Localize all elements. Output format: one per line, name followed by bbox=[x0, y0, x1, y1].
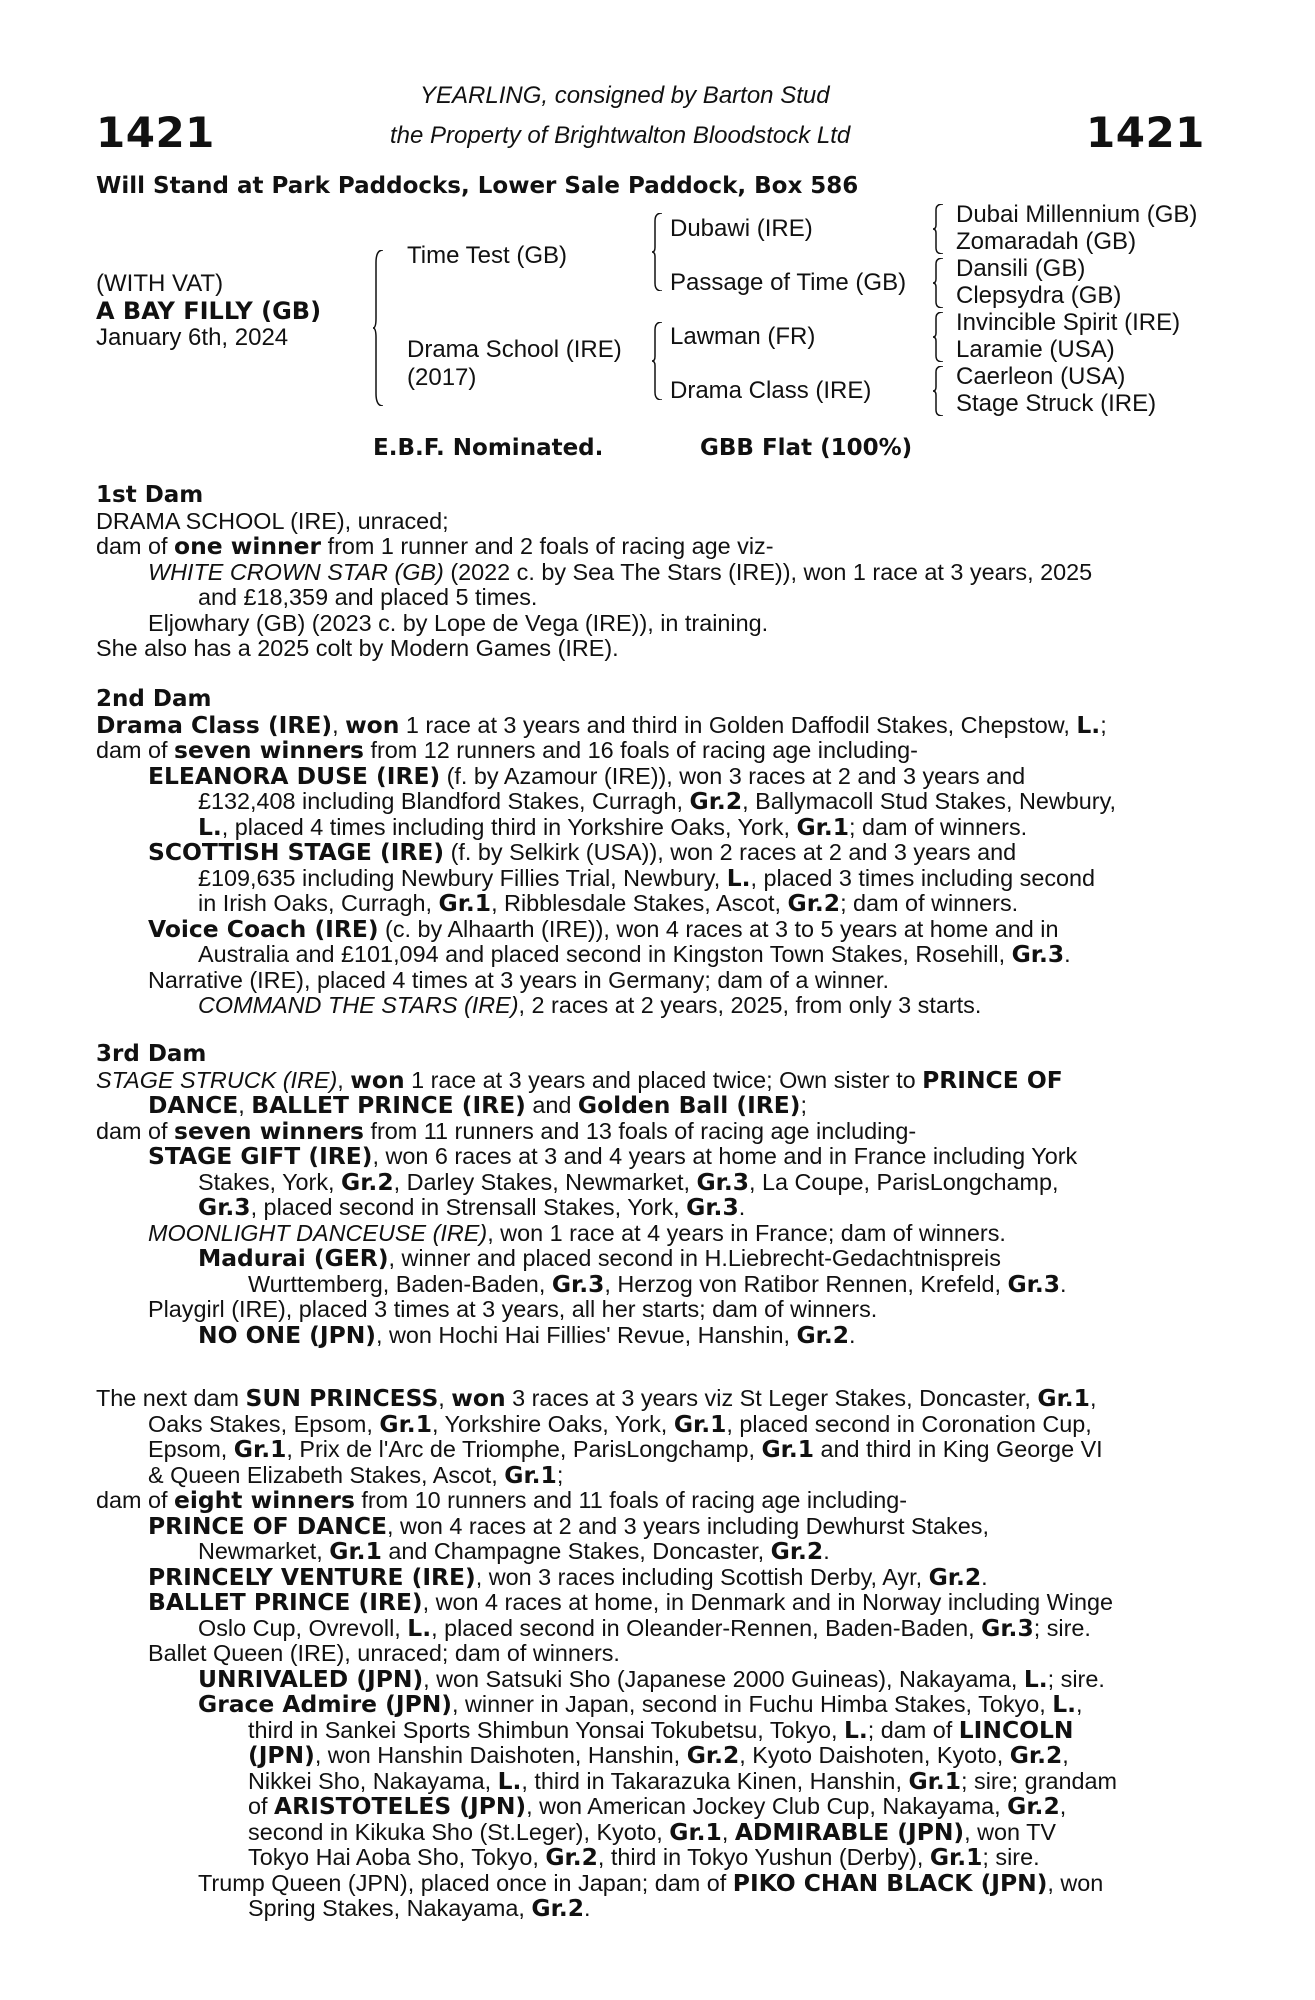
pedigree-dam-dam: Drama Class (IRE) bbox=[670, 377, 872, 404]
pedigree-g2: Zomaradah (GB) bbox=[956, 228, 1137, 255]
dam-produce-summary: dam of seven winners from 11 runners and 13 foals of racing age including- bbox=[96, 1116, 917, 1145]
pedigree-brace-g1 bbox=[933, 204, 944, 254]
pedigree-sire-dam: Passage of Time (GB) bbox=[670, 269, 907, 296]
pedigree-g8: Stage Struck (IRE) bbox=[956, 390, 1157, 417]
pedigree-g4: Clepsydra (GB) bbox=[956, 282, 1122, 309]
dam-produce-summary: dam of eight winners from 10 runners and 11 foals of racing age including- bbox=[96, 1486, 908, 1514]
pedigree-g1: Dubai Millennium (GB) bbox=[956, 201, 1198, 228]
dam-produce-summary: dam of seven winners from 12 runners and 16 foals of racing age including- bbox=[96, 736, 918, 764]
grandproduce-entry-cont: (JPN), won Hanshin Daishoten, Hanshin, Gr.2, Kyoto Daishoten, Kyoto, Gr.2, bbox=[248, 1741, 1069, 1769]
grandproduce-entry: NO ONE (JPN), won Hochi Hai Fillies' Revue, Hanshin, Gr.2. bbox=[198, 1320, 856, 1349]
produce-entry-cont: £109,635 including Newbury Fillies Trial, Newbury, L., placed 3 times including second bbox=[198, 863, 1096, 892]
produce-entry: Playgirl (IRE), placed 3 times at 3 years, all her starts; dam of winners. bbox=[148, 1296, 878, 1322]
produce-entry-cont: Stakes, York, Gr.2, Darley Stakes, Newmarket, Gr.3, La Coupe, ParisLongchamp, bbox=[198, 1167, 1059, 1196]
dam-note: She also has a 2025 colt by Modern Games (IRE). bbox=[96, 635, 619, 661]
grandproduce-entry-cont: second in Kikuka Sho (St.Leger), Kyoto, Gr.1, ADMIRABLE (JPN), won TV bbox=[248, 1817, 1056, 1846]
lot-number-left: 1421 bbox=[96, 108, 215, 157]
next-dam-section bbox=[96, 1386, 1201, 1922]
pedigree-brace-main bbox=[373, 250, 384, 406]
produce-entry: SCOTTISH STAGE (IRE) (f. by Selkirk (USA)), won 2 races at 2 and 3 years and bbox=[148, 838, 1017, 866]
pedigree-g6: Laramie (USA) bbox=[956, 336, 1115, 363]
dam-line-cont: Oaks Stakes, Epsom, Gr.1, Yorkshire Oaks, York, Gr.1, placed second in Coronation Cup, bbox=[148, 1409, 1092, 1438]
lot-number-right: 1421 bbox=[1086, 108, 1205, 157]
dam-line-cont: DANCE, BALLET PRINCE (IRE) and Golden Ball (IRE); bbox=[148, 1091, 807, 1119]
produce-entry-cont: £132,408 including Blandford Stakes, Curragh, Gr.2, Ballymacoll Stud Stakes, Newbury, bbox=[198, 787, 1117, 815]
produce-entry-cont: and £18,359 and placed 5 times. bbox=[198, 584, 538, 610]
property-line: the Property of Brightwalton Bloodstock Ltd bbox=[390, 122, 851, 149]
dam-line-cont: Epsom, Gr.1, Prix de l'Arc de Triomphe, ParisLongchamp, Gr.1 and third in King George VI bbox=[148, 1435, 1103, 1463]
pedigree-g7: Caerleon (USA) bbox=[956, 363, 1126, 390]
pedigree-brace-g2 bbox=[933, 258, 944, 308]
produce-entry: Eljowhary (GB) (2023 c. by Lope de Vega (IRE)), in training. bbox=[148, 609, 769, 636]
grandproduce-entry-cont: Spring Stakes, Nakayama, Gr.2. bbox=[248, 1894, 591, 1922]
dam-produce-summary: dam of one winner from 1 runner and 2 foals of racing age viz- bbox=[96, 532, 774, 560]
dam-line: The next dam SUN PRINCESS, won 3 races at 3 years viz St Leger Stakes, Doncaster, Gr.1, bbox=[96, 1384, 1097, 1412]
produce-entry-cont: Gr.3, placed second in Strensall Stakes, York, Gr.3. bbox=[198, 1193, 746, 1221]
vat-note: (WITH VAT) bbox=[96, 270, 224, 297]
section-title: 3rd Dam bbox=[96, 1041, 207, 1067]
pedigree-brace-g3 bbox=[933, 312, 944, 362]
pedigree-sire: Time Test (GB) bbox=[407, 242, 568, 269]
pedigree-g5: Invincible Spirit (IRE) bbox=[956, 309, 1181, 336]
pedigree-dam-year: (2017) bbox=[407, 364, 477, 391]
produce-entry: PRINCELY VENTURE (IRE), won 3 races including Scottish Derby, Ayr, Gr.2. bbox=[148, 1562, 988, 1591]
pedigree-sire-sire: Dubawi (IRE) bbox=[670, 215, 813, 242]
pedigree-dam-sire: Lawman (FR) bbox=[670, 323, 816, 350]
gbb-flat: GBB Flat (100%) bbox=[700, 435, 913, 461]
produce-entry: Narrative (IRE), placed 4 times at 3 years in Germany; dam of a winner. bbox=[148, 966, 889, 993]
grandproduce-entry-cont: Nikkei Sho, Nakayama, L., third in Takarazuka Kinen, Hanshin, Gr.1; sire; grandam bbox=[248, 1766, 1118, 1795]
produce-entry-cont: in Irish Oaks, Curragh, Gr.1, Ribblesdale Stakes, Ascot, Gr.2; dam of winners. bbox=[198, 889, 1019, 917]
produce-entry: STAGE GIFT (IRE), won 6 races at 3 and 4 years at home and in France including York bbox=[148, 1142, 1078, 1170]
produce-entry: Ballet Queen (IRE), unraced; dam of winners. bbox=[148, 1640, 620, 1666]
dam-line-cont: & Queen Elizabeth Stakes, Ascot, Gr.1; bbox=[148, 1460, 564, 1489]
grandproduce-entry-cont: third in Sankei Sports Shimbun Yonsai Tokubetsu, Tokyo, L.; dam of LINCOLN bbox=[248, 1715, 1074, 1744]
first-dam-section bbox=[96, 483, 1201, 662]
grandproduce-entry-cont: of ARISTOTELES (JPN), won American Jockey Club Cup, Nakayama, Gr.2, bbox=[248, 1792, 1067, 1820]
ebf-nomination: E.B.F. Nominated. bbox=[373, 435, 604, 461]
grandproduce-entry-cont: Wurttemberg, Baden-Baden, Gr.3, Herzog von Ratibor Rennen, Krefeld, Gr.3. bbox=[248, 1269, 1067, 1298]
grandproduce-entry: UNRIVALED (JPN), won Satsuki Sho (Japanese 2000 Guineas), Nakayama, L.; sire. bbox=[198, 1664, 1105, 1693]
produce-entry-cont: Australia and £101,094 and placed second in Kingston Town Stakes, Rosehill, Gr.3. bbox=[198, 940, 1071, 968]
produce-entry-cont: Oslo Cup, Ovrevoll, L., placed second in Oleander-Rennen, Baden-Baden, Gr.3; sire. bbox=[198, 1613, 1091, 1642]
third-dam-section bbox=[96, 1042, 1201, 1348]
pedigree-dam: Drama School (IRE) bbox=[407, 336, 622, 363]
produce-entry: Voice Coach (IRE) (c. by Alhaarth (IRE)), won 4 races at 3 to 5 years at home and in bbox=[148, 914, 1059, 943]
section-title: 2nd Dam bbox=[96, 686, 212, 712]
dam-line: Drama Class (IRE), won 1 race at 3 years and third in Golden Daffodil Stakes, Chepstow, L.; bbox=[96, 710, 1107, 739]
grandproduce-entry-cont: Tokyo Hai Aoba Sho, Tokyo, Gr.2, third in Tokyo Yushun (Derby), Gr.1; sire. bbox=[248, 1843, 1040, 1871]
horse-dob: January 6th, 2024 bbox=[96, 324, 289, 351]
section-title: 1st Dam bbox=[96, 482, 204, 508]
produce-entry: MOONLIGHT DANCEUSE (IRE), won 1 race at 4 years in France; dam of winners. bbox=[148, 1219, 1006, 1246]
dam-line: DRAMA SCHOOL (IRE), unraced; bbox=[96, 507, 449, 534]
pedigree-brace-dam bbox=[652, 322, 663, 400]
pedigree-brace-sire bbox=[652, 213, 663, 291]
consignor-line: YEARLING, consigned by Barton Stud bbox=[420, 82, 830, 109]
stand-location: Will Stand at Park Paddocks, Lower Sale Paddock, Box 586 bbox=[96, 173, 859, 199]
dam-line: STAGE STRUCK (IRE), won 1 race at 3 years and placed twice; Own sister to PRINCE OF bbox=[96, 1065, 1063, 1094]
pedigree-g3: Dansili (GB) bbox=[956, 255, 1086, 282]
grandproduce-entry: Trump Queen (JPN), placed once in Japan; dam of PIKO CHAN BLACK (JPN), won bbox=[198, 1868, 1104, 1897]
produce-entry: ELEANORA DUSE (IRE) (f. by Azamour (IRE)), won 3 races at 2 and 3 years and bbox=[148, 761, 1026, 790]
pedigree-brace-g4 bbox=[933, 366, 944, 416]
produce-entry: BALLET PRINCE (IRE), won 4 races at home, in Denmark and in Norway including Winge bbox=[148, 1588, 1113, 1616]
produce-entry-cont: L., placed 4 times including third in Yorkshire Oaks, York, Gr.1; dam of winners. bbox=[198, 812, 1028, 841]
horse-name: A BAY FILLY (GB) bbox=[96, 297, 322, 325]
produce-entry: WHITE CROWN STAR (GB) (2022 c. by Sea The Stars (IRE)), won 1 race at 3 years, 2025 bbox=[148, 558, 1093, 585]
grandproduce-entry: Madurai (GER), winner and placed second in H.Liebrecht-Gedachtnispreis bbox=[198, 1244, 1001, 1272]
produce-entry: PRINCE OF DANCE, won 4 races at 2 and 3 years including Dewhurst Stakes, bbox=[148, 1511, 989, 1540]
second-dam-section bbox=[96, 687, 1201, 1019]
grandproduce-entry: COMMAND THE STARS (IRE), 2 races at 2 years, 2025, from only 3 starts. bbox=[198, 992, 982, 1018]
produce-entry-cont: Newmarket, Gr.1 and Champagne Stakes, Doncaster, Gr.2. bbox=[198, 1537, 830, 1565]
grandproduce-entry: Grace Admire (JPN), winner in Japan, second in Fuchu Himba Stakes, Tokyo, L., bbox=[198, 1690, 1083, 1718]
